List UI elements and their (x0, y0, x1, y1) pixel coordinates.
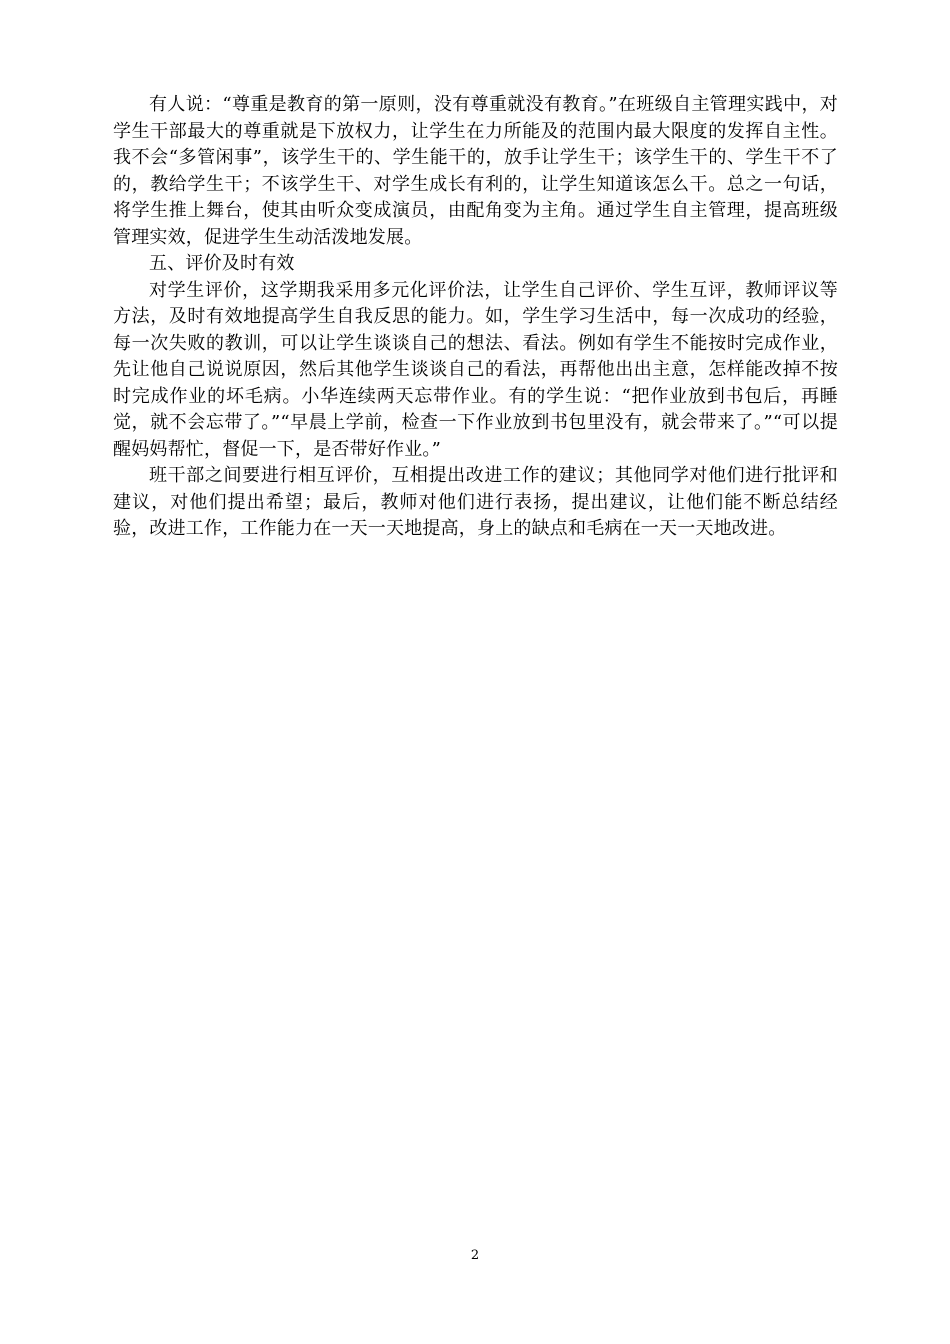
page-number: 2 (470, 1248, 480, 1263)
document-body (113, 92, 838, 543)
paragraph-student-evaluation: 对学生评价，这学期我采用多元化评价法，让学生自己评价、学生互评，教师评议等方法，及时有效地提高学生自我反思的能力。如，学生学习生活中，每一次成功的经验，每一次失败的教训，可以让学生谈谈自己的想法、看法。例如有学生不能按时完成作业，先让他自己说说原因，然后其他学生谈谈自己的看法，再帮他出出主意，怎样能改掉不按时完成作业的坏毛病。小华连续两天忘带作业。有的学生说：“把作业放到书包后，再睡觉，就不会忘带了。”“早晨上学前，检查一下作业放到书包里没有，就会带来了。”“可以提醒妈妈帮忙，督促一下，是否带好作业。” (113, 279, 838, 460)
paragraph-cadre-evaluation: 班干部之间要进行相互评价，互相提出改进工作的建议；其他同学对他们进行批评和建议，对他们提出希望；最后，教师对他们进行表扬，提出建议，让他们能不断总结经验，改进工作，工作能力在一天一天地提高，身上的缺点和毛病在一天一天地改进。 (113, 465, 838, 539)
paragraph-respect-principle: 有人说：“尊重是教育的第一原则，没有尊重就没有教育。”在班级自主管理实践中，对学生干部最大的尊重就是下放权力，让学生在力所能及的范围内最大限度的发挥自主性。我不会“多管闲事”，该学生干的、学生能干的，放手让学生干；该学生干的、学生干不了的，教给学生干；不该学生干、对学生成长有利的，让学生知道该怎么干。总之一句话，将学生推上舞台，使其由听众变成演员，由配角变为主角。通过学生自主管理，提高班级管理实效，促进学生生动活泼地发展。 (113, 94, 838, 248)
section-heading-evaluation: 五、评价及时有效 (149, 253, 295, 274)
